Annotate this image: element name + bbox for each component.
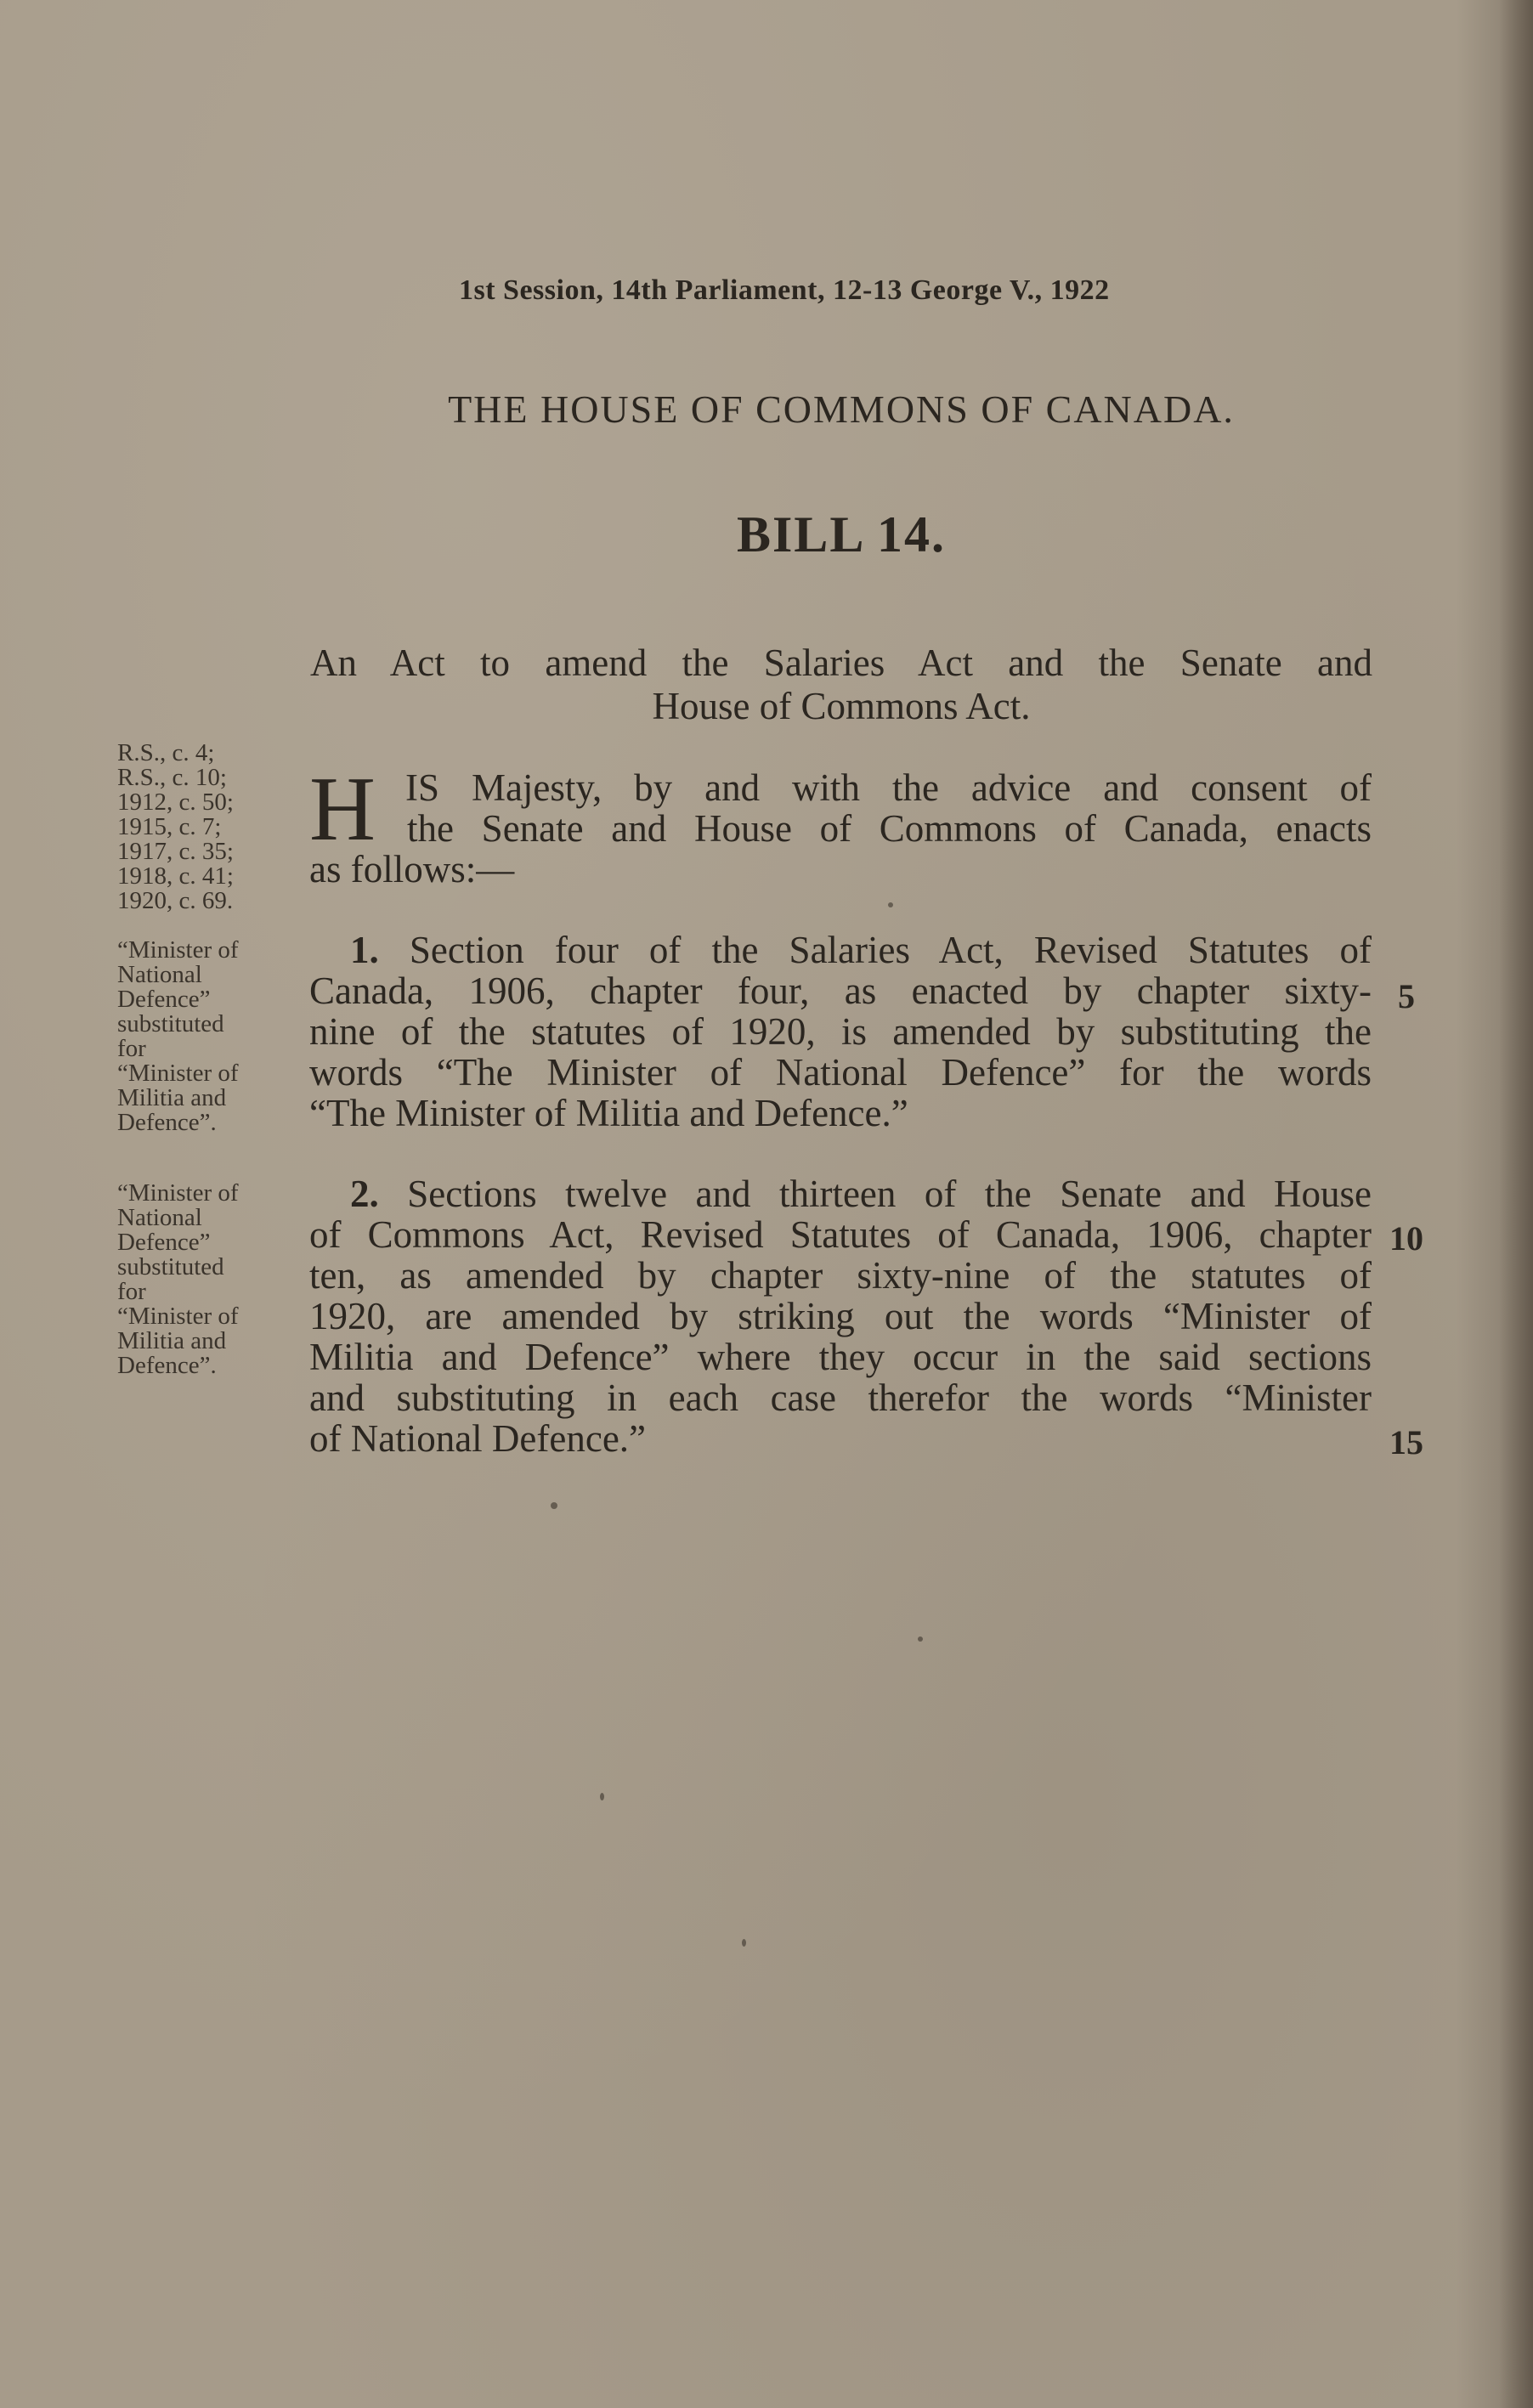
section-2 (309, 1173, 1372, 1459)
paper-speck (551, 1502, 557, 1509)
line-number-15: 15 (1389, 1423, 1423, 1461)
margin-line: for (117, 1035, 146, 1062)
margin-line: R.S., c. 4; (117, 739, 215, 766)
margin-line: 1915, c. 7; (117, 813, 222, 840)
margin-line: Defence”. (117, 1352, 217, 1379)
margin-line: R.S., c. 10; (117, 764, 227, 791)
section-1-line: nine of the statutes of 1920, is amended by substituting the (309, 1010, 1372, 1053)
section-1 (309, 930, 1372, 1133)
paper-speck (600, 1793, 604, 1800)
section-2-line: Militia and Defence” where they occur in the said sections (309, 1336, 1372, 1378)
paper-speck (918, 1636, 923, 1642)
margin-line: Militia and (117, 1327, 227, 1354)
section-2-line: 1920, are amended by striking out the words “Minister of (309, 1295, 1372, 1337)
house-heading: THE HOUSE OF COMMONS OF CANADA. (448, 387, 1235, 431)
section-1-line: Canada, 1906, chapter four, as enacted by chapter sixty- (309, 969, 1372, 1012)
margin-line: for (117, 1278, 146, 1305)
margin-line: “Minister of (117, 1060, 239, 1087)
enacting-line-3: as follows:— (309, 848, 515, 890)
enacting-clause (309, 759, 1372, 890)
margin-note-statutes (117, 741, 287, 913)
session-heading: 1st Session, 14th Parliament, 12-13 George V., 1922 (459, 274, 1110, 306)
section-2-line: of Commons Act, Revised Statutes of Canada, 1906, chapter (309, 1213, 1372, 1256)
margin-line: “Minister of (117, 936, 239, 964)
section-2-line (309, 1173, 1372, 1214)
drop-cap: H (309, 759, 376, 860)
margin-line: Militia and (117, 1084, 227, 1111)
margin-line: substituted (117, 1253, 224, 1280)
margin-line: National (117, 1204, 202, 1231)
enacting-line-2: the Senate and House of Commons of Canada, enacts (407, 807, 1372, 850)
margin-line: Defence”. (117, 1109, 217, 1136)
enacting-line-1: IS Majesty, by and with the advice and consent of (405, 766, 1372, 809)
section-2-number: 2. (350, 1173, 379, 1215)
margin-note-section-2 (117, 1181, 287, 1378)
act-title-line-1: An Act to amend the Salaries Act and the Senate and (310, 642, 1372, 684)
section-2-text: Sections twelve and thirteen of the Senate and House (407, 1173, 1372, 1215)
page-edge-shadow (1499, 0, 1533, 2408)
margin-note-section-1 (117, 938, 287, 1135)
margin-line: Defence” (117, 1229, 211, 1256)
margin-line: “Minister of (117, 1303, 239, 1330)
paper-speck (742, 1939, 746, 1947)
section-1-number: 1. (350, 929, 379, 971)
section-1-line (309, 930, 1372, 970)
margin-line: “Minister of (117, 1179, 239, 1207)
margin-line: 1917, c. 35; (117, 838, 234, 865)
margin-line: 1920, c. 69. (117, 887, 234, 914)
margin-line: substituted (117, 1010, 224, 1037)
margin-line: 1918, c. 41; (117, 862, 234, 890)
section-2-line: and substituting in each case therefor the words “Minister (309, 1376, 1372, 1419)
section-1-line: words “The Minister of National Defence” for the words (309, 1051, 1372, 1094)
line-number-10: 10 (1389, 1219, 1423, 1258)
margin-line: National (117, 961, 202, 988)
paper-speck (888, 902, 893, 907)
section-2-line: of National Defence.” (309, 1417, 647, 1460)
section-2-line: ten, as amended by chapter sixty-nine of the statutes of (309, 1254, 1372, 1297)
section-1-line: “The Minister of Militia and Defence.” (309, 1092, 908, 1134)
margin-line: Defence” (117, 986, 211, 1013)
act-title-line-2: House of Commons Act. (652, 685, 1031, 727)
margin-line: 1912, c. 50; (117, 789, 234, 816)
bill-number: BILL 14. (736, 506, 947, 562)
act-title (310, 642, 1372, 728)
line-number-5: 5 (1398, 977, 1415, 1015)
section-1-text: Section four of the Salaries Act, Revised Statutes of (409, 929, 1372, 971)
